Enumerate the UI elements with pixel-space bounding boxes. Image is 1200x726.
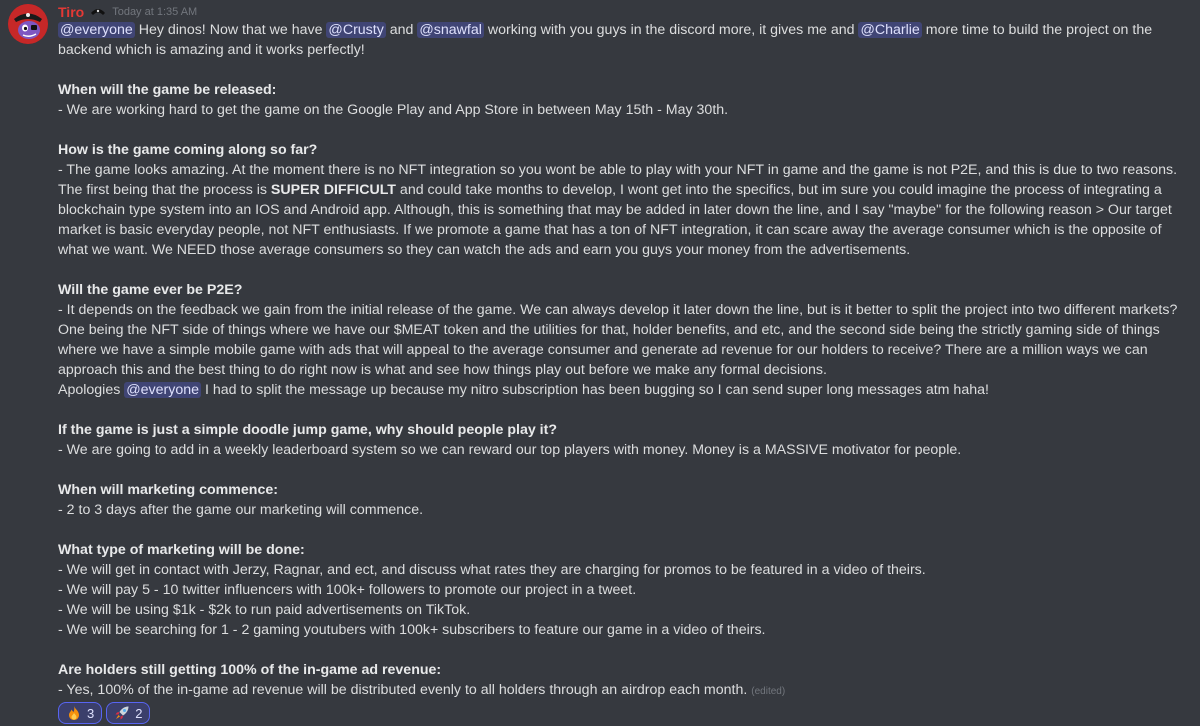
question-marketing-start: When will marketing commence:: [58, 482, 278, 498]
marketing-item: - We will be searching for 1 - 2 gaming youtubers with 100k+ subscribers to feature our game in a video of theirs.: [58, 622, 766, 638]
answer-p2e: - It depends on the feedback we gain from the initial release of the game. We can always develop it later down the line, but is it better to split the project into two different markets? One being the NFT side of things where we have our $MEAT token and the utilities for that, holder benefits, and etc, and the second side being the strictly gaming side of things where we have a simple mobile game with ads that will appeal to the average consumer and generate ad revenue for our holders to receive? There are a million ways we can approach this and the best thing to do right now is what and see how things play out before we make any formal decisions.: [58, 302, 1178, 378]
apology-text: Apologies: [58, 382, 125, 398]
message-timestamp[interactable]: Today at 1:35 AM: [112, 6, 198, 18]
answer-why-play: - We are going to add in a weekly leaderboard system so we can reward our top players with money. Money is a MASSIVE motivator for people.: [58, 442, 962, 458]
reaction-count: 2: [135, 705, 143, 721]
answer-progress: and could take months to develop, I wont get into the specifics, but im sure you could imagine the process of integrating a blockchain type system into an IOS and Android app. Although, this is something that may be added in later down the line, and I say "maybe" for the following reason > Our target market is basic everyday people, not NFT enthusiasts. If we promote a game that has a ton of NFT integration, it can scare away the average consumer which is the opposite of what we want. We NEED those average consumers so they can watch the ads and earn you guys your money from the advertisements.: [58, 182, 1172, 258]
question-p2e: Will the game ever be P2E?: [58, 282, 243, 298]
avatar[interactable]: [8, 4, 48, 44]
question-marketing-type: What type of marketing will be done:: [58, 542, 305, 558]
reaction-count: 3: [87, 705, 95, 721]
edited-label: (edited): [751, 686, 786, 697]
mention-snawfal[interactable]: @snawfal: [419, 22, 482, 38]
reactions-bar: [58, 702, 150, 724]
answer-marketing-start: - 2 to 3 days after the game our marketing will commence.: [58, 502, 424, 518]
fire-icon: [66, 705, 82, 721]
question-why-play: If the game is just a simple doodle jump game, why should people play it?: [58, 422, 558, 438]
pirate-dino-icon: [8, 4, 48, 44]
answer-progress: - The game looks amazing. At the moment there is no NFT integration so you wont be able to play with your NFT in game and the game is not P2E, and this is due to two reasons. The first being that the process is: [58, 162, 1178, 198]
intro-text: and: [385, 22, 418, 38]
mention-everyone[interactable]: @everyone: [126, 382, 200, 398]
mention-charlie[interactable]: @Charlie: [860, 22, 920, 38]
intro-text: working with you guys in the discord more, it gives me and: [483, 22, 859, 38]
mention-crusty[interactable]: @Crusty: [328, 22, 384, 38]
question-ad-revenue: Are holders still getting 100% of the in-game ad revenue:: [58, 662, 442, 678]
message-content: [58, 20, 1193, 702]
question-release: When will the game be released:: [58, 82, 277, 98]
rocket-icon: [114, 705, 130, 721]
answer-progress-bold: SUPER DIFFICULT: [270, 182, 396, 198]
question-progress: How is the game coming along so far?: [58, 142, 318, 158]
intro-text: Hey dinos! Now that we have: [134, 22, 327, 38]
apology-text: I had to split the message up because my nitro subscription has been bugging so I can send super long messages atm haha!: [201, 382, 989, 398]
marketing-item: - We will get in contact with Jerzy, Ragnar, and ect, and discuss what rates they are charging for promos to be featured in a video of theirs.: [58, 562, 926, 578]
answer-ad-revenue: - Yes, 100% of the in-game ad revenue will be distributed evenly to all holders through an airdrop each month.: [58, 682, 748, 698]
marketing-item: - We will be using $1k - $2k to run paid advertisements on TikTok.: [58, 602, 471, 618]
mention-everyone[interactable]: @everyone: [60, 22, 133, 38]
author-name[interactable]: Tiro: [58, 4, 85, 20]
reaction-fire[interactable]: [58, 702, 102, 724]
marketing-item: - We will pay 5 - 10 twitter influencers with 100k+ followers to promote our project in a tweet.: [58, 582, 637, 598]
author-badge-icon: [90, 5, 106, 19]
answer-release: - We are working hard to get the game on the Google Play and App Store in between May 15th - May 30th.: [58, 102, 729, 118]
reaction-rocket[interactable]: [106, 702, 150, 724]
intro-text: more time to build the project on the backend which is amazing and it works perfectly!: [58, 22, 1153, 58]
message-header: [58, 3, 197, 21]
